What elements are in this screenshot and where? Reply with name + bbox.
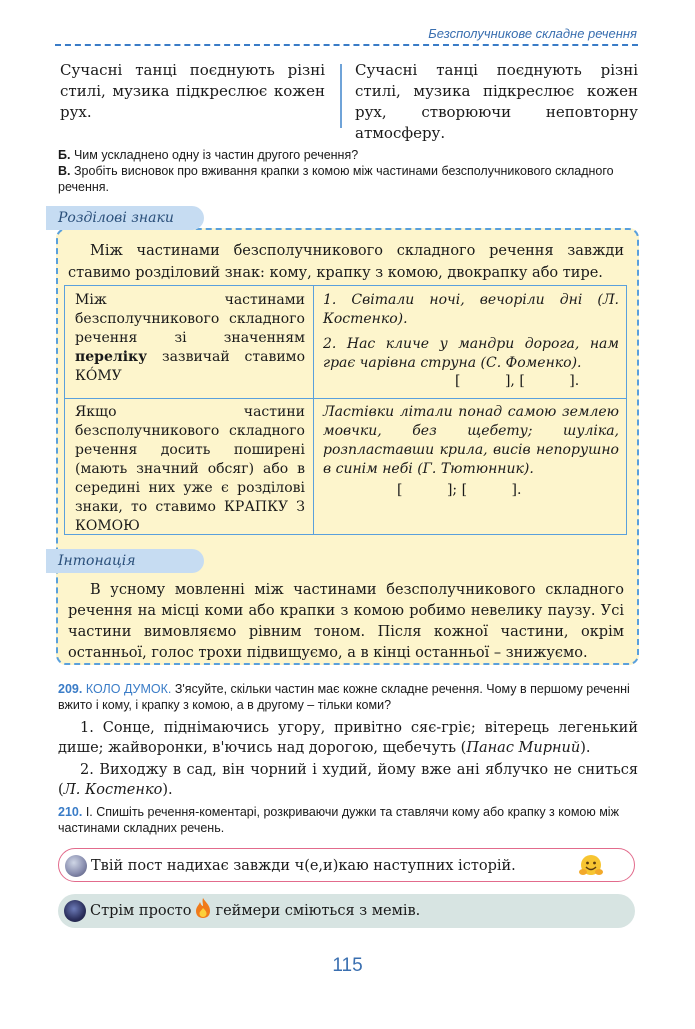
- rule-tab-punctuation: Розділові знаки: [46, 206, 204, 230]
- question-b-letter: Б.: [58, 148, 71, 162]
- table-divider-vertical: [313, 286, 314, 534]
- exercise-210-text: І. Спишіть речення-коментарі, розкриваючи дужки та ставлячи кому або крапку з комою між частинами складних речень.: [58, 805, 619, 835]
- rule-tab-intonation: Інтонація: [46, 549, 204, 573]
- question-b: [58, 147, 638, 163]
- row1-scheme: [ ], [ ].: [455, 373, 580, 389]
- comment-post-2: [58, 894, 635, 928]
- row1-example-2: 2. Нас кличе у мандри дорога, нам грає чарівна струна (С. Фоменко).: [323, 336, 619, 371]
- exercise-210-number: 210.: [58, 805, 83, 819]
- rule-row2-example: Ластівки літали понад самою землею мовчки, без щебету; шуліка, розпластавши крила, висів непорушно в синім небі (Г. Тютюнник).: [323, 404, 619, 477]
- comparison-columns: [60, 60, 638, 142]
- hugging-face-emoji-icon: [578, 853, 604, 879]
- comment-2-text: Стрім просто геймери сміються з мемів.: [90, 894, 420, 928]
- column-divider: [340, 64, 342, 128]
- running-header: Безсполучникове складне речення: [428, 26, 637, 41]
- sentence-left: Сучасні танці поєднують різні стилі, музика підкреслює кожен рух.: [60, 61, 325, 121]
- sentence-right: Сучасні танці поєднують різні стилі, музика підкреслює кожен рух, створюючи неповторну атмосферу.: [355, 61, 638, 142]
- question-v-letter: В.: [58, 164, 71, 178]
- rule-row2-description: Якщо частини безсполучникового складного речення досить поширені (мають значний обсяг) або в середині них уже є розділові знаки, то ставимо КРАПКУ З КОМОЮ: [75, 404, 305, 534]
- comment-post-1: [58, 848, 635, 882]
- page-number: 115: [332, 955, 363, 976]
- rule-intro: Між частинами безсполучникового складного речення завжди ставимо розділовий знак: кому, крапку з комою, двокрапку або тире.: [68, 243, 624, 281]
- question-b-text: Чим ускладнено одну із частин другого речення?: [73, 148, 359, 162]
- comment-1-text: Твій пост надихає завжди ч(е,и)каю наступних історій.: [91, 858, 516, 874]
- rule-table: [64, 285, 627, 535]
- exercise-209-heading: КОЛО ДУМОК.: [85, 682, 172, 696]
- question-v-text: Зробіть висновок про вживання крапки з комою між частинами безсполучникового складного речення.: [58, 164, 614, 194]
- exercise-209-number: 209.: [58, 682, 83, 696]
- intonation-text: В усному мовленні між частинами безсполучникового складного речення на місці коми або крапки з комою робимо невелику паузу. Усі частини вимовляємо рівним тоном. Після кожної частини, окрім останньої, голос трохи підвищуємо, а в кінці останньої – знижуємо.: [68, 582, 624, 661]
- avatar-icon: [64, 900, 86, 922]
- rule-row1-examples: [323, 291, 619, 373]
- row1-text: Між частинами безсполучникового складного речення зі значенням: [75, 292, 305, 346]
- sentence-2: 2. Виходжу в сад, він чорний і худий, йому вже ані яблучко не сниться (Л. Костенко).: [58, 762, 638, 798]
- question-v: [58, 163, 638, 195]
- avatar-icon: [65, 855, 87, 877]
- header-divider: [55, 44, 638, 46]
- rule-row1-description: [75, 291, 305, 386]
- row1-text-end: зазвичай ставимо КÓМУ: [75, 349, 305, 384]
- row1-bold: переліку: [75, 349, 148, 365]
- exercise-209-text: З'ясуйте, скільки частин має кожне складне речення. Чому в першому реченні вжито і кому, і крапку з комою, а в другому – тільки коми?: [58, 682, 630, 712]
- sentence-1: 1. Сонце, піднімаючись угору, привітно сяє-гріє; вітерець легенький дише; жайворонки, в'ючись над дорогою, щебечуть (Панас Мирний).: [58, 720, 638, 756]
- exercise-209-task: [58, 681, 640, 713]
- row1-example-1: 1. Світали ночі, вечоріли дні (Л. Костенко).: [323, 292, 619, 327]
- exercise-209-sentences: [58, 718, 638, 802]
- fire-emoji-icon: [194, 897, 212, 919]
- row2-scheme: [ ]; [ ].: [397, 482, 522, 498]
- table-divider-horizontal: [65, 398, 626, 399]
- exercise-210-task: [58, 804, 640, 836]
